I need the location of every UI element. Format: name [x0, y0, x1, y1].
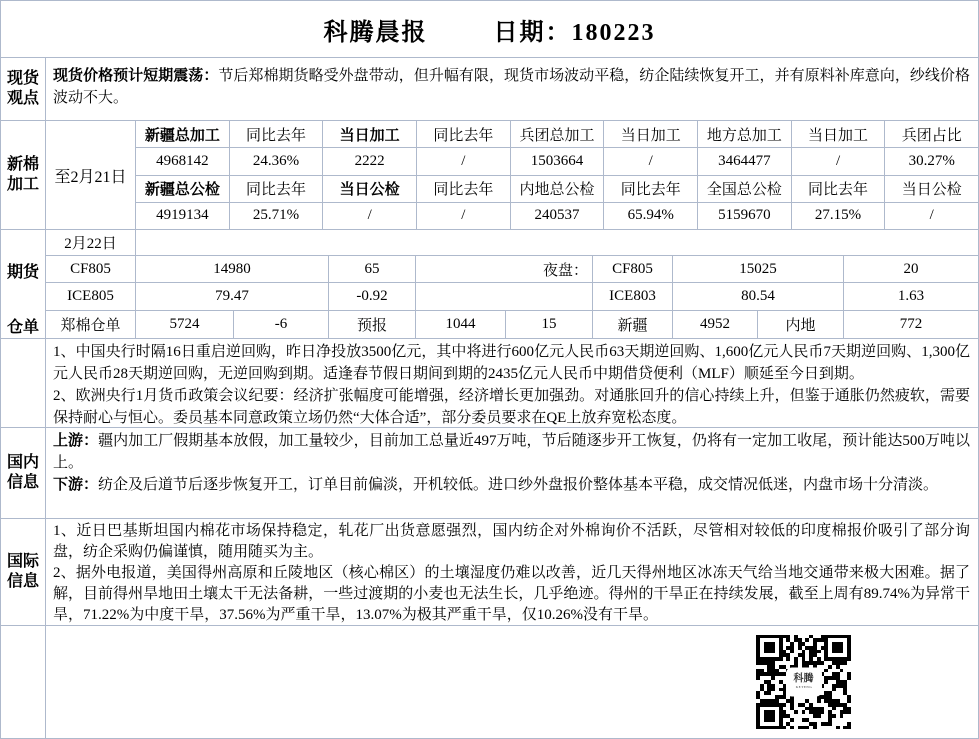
section-spot-view	[1, 57, 978, 120]
col-header: 地方总加工	[698, 121, 792, 147]
macro-news-item: 2、欧洲央行1月货币政策会议纪要：经济扩张幅度可能增强，经济增长更加强劲。对通胀回升的信心持续上升，但鉴于通胀仍然疲软，需要保持耐心与恒心。委员基本同意政策立场仍然“大体合适”，部分委员要求在QE上放弃宽松态度。	[53, 388, 970, 426]
empty-label-cell	[1, 626, 46, 738]
cell-value: 772	[899, 316, 923, 332]
cell-value: 65.94%	[604, 203, 698, 229]
section-qr-footer	[1, 625, 978, 738]
report-date: 日期：180223	[493, 19, 656, 46]
empty-label-cell	[1, 339, 46, 427]
futures-warehouse-labels	[1, 230, 46, 338]
col-header: 新疆总公检	[136, 176, 230, 202]
report-header	[1, 1, 978, 57]
table-row	[46, 283, 978, 311]
cell-value: 80.54	[673, 283, 844, 310]
cell-value: 24.36%	[230, 148, 324, 174]
cell-value: 4919134	[136, 203, 230, 229]
report-title: 科腾晨报	[323, 19, 428, 46]
cell-value: /	[604, 148, 698, 174]
cell-value: CF805	[46, 256, 136, 282]
table-row	[136, 203, 978, 229]
cell-value: 5724	[136, 311, 234, 338]
cell-value: 79.47	[136, 283, 329, 310]
table-row	[136, 176, 978, 203]
domestic-info-text	[46, 428, 978, 518]
cell-value: 3464477	[698, 148, 792, 174]
spot-view-body: 节后郑棉期货略受外盘带动，但升幅有限，现货市场波动平稳，纺企陆续恢复开工，并有原料补库意向，纱线价格波动不大。	[53, 68, 970, 106]
cell-value: /	[417, 203, 511, 229]
qr-center-logo	[787, 669, 821, 696]
night-session-label: 夜盘：	[416, 256, 593, 282]
international-info-item: 2、据外电报道，美国得州高原和丘陵地区（核心棉区）的土壤湿度仍难以改善，近几天得州地区冰冻天气给当地交通带来极大困难。据了解，目前得州旱地田土壤太干无法备耕，一些过渡期的小麦也无法生长，几乎绝迹。得州的干旱正在持续发展，截至上周有89.74%为异常干旱，71.22%为中度干旱，37.56%为严重干旱，13.07%为极其严重干旱，仅10.26%没有干旱。	[53, 565, 970, 623]
cell-value: CF805	[593, 256, 673, 282]
col-header: 当日公检	[901, 182, 962, 199]
cell-value: -6	[234, 311, 329, 338]
col-header: 兵团占比	[901, 127, 962, 144]
table-row	[46, 256, 978, 283]
cell-value: 2222	[323, 148, 417, 174]
qr-code	[756, 635, 851, 730]
qr-logo-en: KETENG	[795, 685, 812, 689]
macro-news-text	[46, 339, 978, 427]
table-row	[136, 148, 978, 175]
cell-value: /	[929, 207, 934, 224]
cell-value: 1503664	[511, 148, 605, 174]
cell-value: /	[417, 148, 511, 174]
col-header: 内地总公检	[511, 176, 605, 202]
cell-value: 新疆	[593, 311, 673, 338]
section-international-info	[1, 518, 978, 625]
cell-value: 14980	[136, 256, 329, 282]
section-label-domestic-info: 国内信息	[1, 428, 46, 518]
col-header: 兵团总加工	[511, 121, 605, 147]
table-row	[46, 311, 978, 338]
col-header: 当日加工	[323, 121, 417, 147]
col-header: 当日加工	[792, 121, 886, 147]
section-new-cotton	[1, 120, 978, 229]
cell-value: 1044	[416, 311, 506, 338]
cell-value: 65	[329, 256, 416, 282]
section-domestic-info	[1, 427, 978, 518]
empty-cell	[136, 230, 978, 255]
cell-value: 5159670	[698, 203, 792, 229]
col-header: 同比去年	[792, 176, 886, 202]
cell-value: 预报	[329, 311, 416, 338]
cell-value: ICE803	[593, 283, 673, 310]
cell-value: 15025	[673, 256, 844, 282]
col-header: 全国总公检	[698, 176, 792, 202]
col-header: 同比去年	[230, 176, 324, 202]
col-header: 同比去年	[417, 176, 511, 202]
cell-value: 4952	[673, 311, 758, 338]
cell-value: 240537	[511, 203, 605, 229]
cell-value: /	[323, 203, 417, 229]
cell-value: /	[792, 148, 886, 174]
international-info-text	[46, 519, 978, 625]
macro-news-item: 1、中国央行时隔16日重启逆回购，昨日净投放3500亿元，其中将进行600亿元人民币63天期逆回购、1,600亿元人民币7天期逆回购、1,300亿元人民币28天期逆回购，无逆回购到期。适逢春节假日期间到期的2435亿元人民币中期借贷便利（MLF）顺延至今日到期。	[53, 344, 970, 382]
col-header: 新疆总加工	[136, 121, 230, 147]
section-label-international-info: 国际信息	[1, 519, 46, 625]
upstream-lead: 上游：	[53, 433, 99, 449]
futures-table	[46, 230, 978, 338]
table-row	[136, 121, 978, 148]
qr-logo-cn: 科腾	[793, 673, 814, 684]
col-header: 同比去年	[604, 176, 698, 202]
section-label-new-cotton: 新棉加工	[1, 121, 46, 229]
col-header: 当日加工	[604, 121, 698, 147]
new-cotton-table	[136, 121, 978, 229]
cell-value: 15	[506, 311, 593, 338]
section-label-spot-view: 现货观点	[1, 58, 46, 120]
cell-value: 内地	[758, 311, 844, 338]
section-futures-warehouse	[1, 229, 978, 338]
international-info-item: 1、近日巴基斯坦国内棉花市场保持稳定，轧花厂出货意愿强烈，国内纺企对外棉询价不活跃，尽管相对较低的印度棉报价吸引了部分询盘，纺企采购仍偏谨慎，随用随买为主。	[53, 523, 970, 560]
cell-value: 20	[903, 260, 919, 277]
spot-view-text	[46, 58, 978, 120]
empty-cell	[416, 283, 593, 310]
table-row	[46, 230, 978, 256]
downstream-text: 纺企及后道节后逐步恢复开工，订单目前偏淡，开机较低。进口纱外盘报价整体基本平稳，成交情况低迷，内盘市场十分清淡。	[98, 477, 939, 493]
col-header: 当日公检	[323, 176, 417, 202]
cell-value: 4968142	[136, 148, 230, 174]
cell-value: ICE805	[46, 283, 136, 310]
col-header: 同比去年	[230, 121, 324, 147]
downstream-lead: 下游：	[53, 477, 99, 493]
cell-value: 27.15%	[792, 203, 886, 229]
section-macro-news	[1, 338, 978, 427]
cell-value: 30.27%	[908, 152, 955, 169]
cell-value: 1.63	[897, 288, 925, 304]
qr-area	[46, 626, 978, 738]
spot-view-lead: 现货价格预计短期震荡：	[53, 68, 219, 84]
section-label-futures: 期货	[6, 264, 39, 281]
cell-value: 25.71%	[230, 203, 324, 229]
futures-date-cell: 2月22日	[46, 230, 136, 255]
upstream-text: 疆内加工厂假期基本放假，加工量较少，目前加工总量近497万吨，节后随逐步开工恢复，仍将有一定加工收尾，预计能达500万吨以上。	[53, 433, 970, 471]
new-cotton-asof-cell: 至2月21日	[46, 121, 136, 229]
section-label-warehouse: 仓单	[6, 318, 39, 336]
cell-value: 郑棉仓单	[46, 311, 136, 338]
cell-value: -0.92	[329, 283, 416, 310]
col-header: 同比去年	[417, 121, 511, 147]
